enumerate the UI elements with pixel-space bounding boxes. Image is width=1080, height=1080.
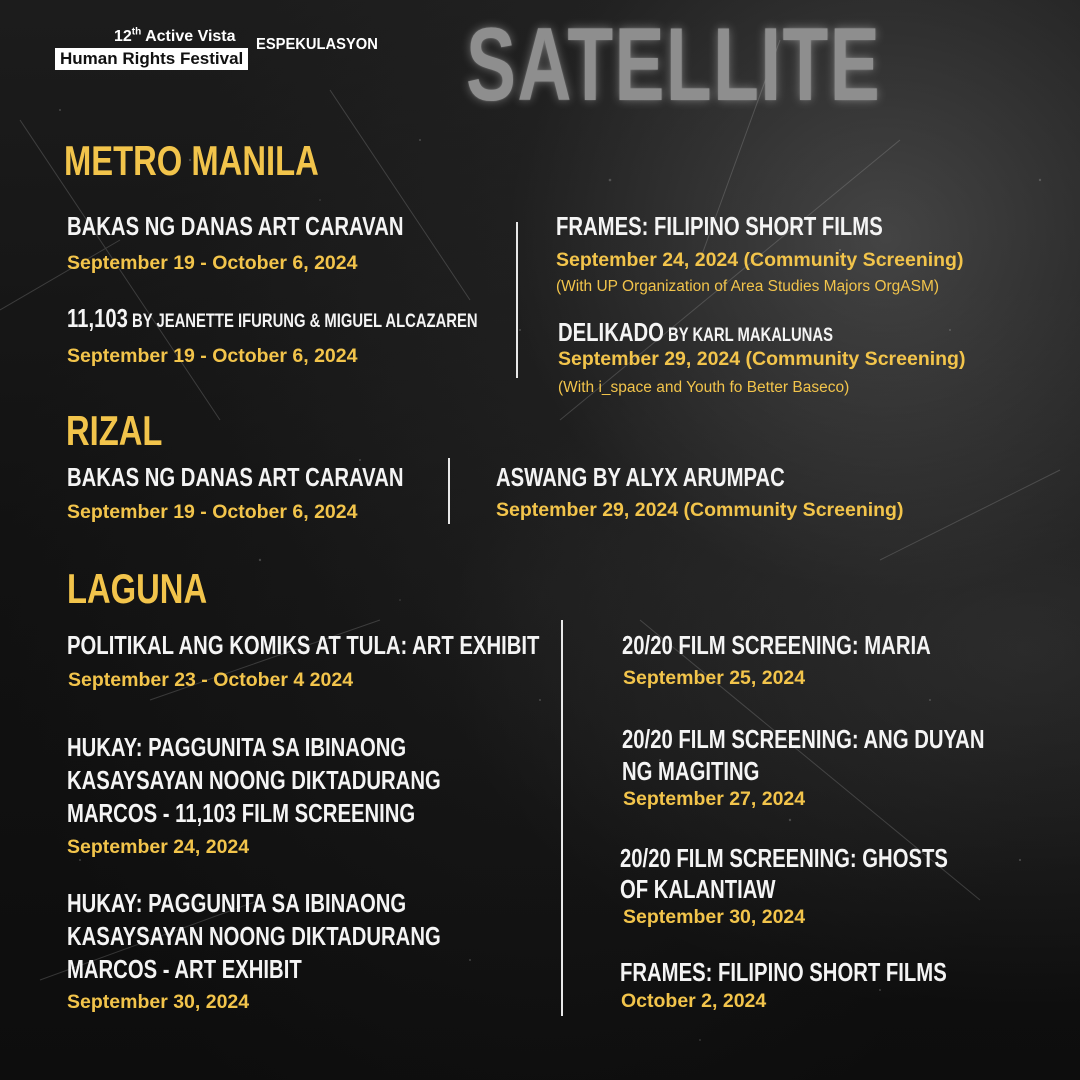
event-title-line: KASAYSAYAN NOONG DIKTADURANG (67, 765, 441, 795)
event-title-line: HUKAY: PAGGUNITA SA IBINAONG (67, 732, 407, 762)
event-date: September 19 - October 6, 2024 (67, 501, 358, 523)
event-note: (With UP Organization of Area Studies Majors OrgASM) (556, 278, 940, 295)
poster-title: SATELLITE (466, 7, 882, 123)
event-date: September 30, 2024 (623, 906, 806, 928)
section-title-rizal: RIZAL (66, 407, 163, 454)
event-title-line: KASAYSAYAN NOONG DIKTADURANG (67, 921, 441, 951)
event-date: September 23 - October 4 2024 (68, 669, 354, 691)
event-date: September 25, 2024 (623, 667, 806, 689)
event-title: POLITIKAL ANG KOMIKS AT TULA: ART EXHIBIT (67, 630, 540, 660)
event-title: ASWANG BY ALYX ARUMPAC (496, 462, 785, 492)
festival-logo-line2: Human Rights Festival (55, 48, 248, 70)
event-title-line: HUKAY: PAGGUNITA SA IBINAONG (67, 888, 407, 918)
event-date: September 29, 2024 (Community Screening) (558, 348, 966, 370)
event-title-line: 20/20 FILM SCREENING: ANG DUYAN (622, 724, 985, 754)
festival-edition-number: 12 (114, 28, 132, 45)
event-title-line: MARCOS - 11,103 FILM SCREENING (67, 798, 416, 828)
event-title: FRAMES: FILIPINO SHORT FILMS (556, 211, 883, 241)
festival-name-part: Active Vista (141, 28, 236, 45)
event-title-main: DELIKADO (558, 317, 664, 347)
festival-theme: ESPEKULASYON (256, 36, 378, 53)
event-date: September 19 - October 6, 2024 (67, 252, 358, 274)
festival-edition-suffix: th (131, 26, 142, 38)
festival-logo-line1 (108, 27, 242, 47)
event-note: (With i_space and Youth fo Better Baseco) (558, 379, 850, 396)
section-title-laguna: LAGUNA (67, 565, 208, 612)
column-divider (448, 458, 450, 524)
event-title: 20/20 FILM SCREENING: MARIA (622, 630, 931, 660)
event-title: FRAMES: FILIPINO SHORT FILMS (620, 957, 947, 987)
event-date: September 24, 2024 (Community Screening) (556, 249, 964, 271)
event-title (558, 318, 833, 347)
event-title-credit: BY JEANETTE IFURUNG & MIGUEL ALCAZAREN (127, 311, 478, 332)
event-date: September 30, 2024 (67, 991, 250, 1013)
event-title-line: MARCOS - ART EXHIBIT (67, 954, 302, 984)
event-date: September 24, 2024 (67, 836, 250, 858)
section-title-metro-manila: METRO MANILA (64, 137, 319, 184)
event-title (620, 843, 948, 905)
event-title (67, 731, 441, 830)
event-date: October 2, 2024 (621, 990, 767, 1012)
event-date: September 19 - October 6, 2024 (67, 345, 358, 367)
event-title (622, 723, 984, 787)
event-title-main: 11,103 (67, 303, 128, 333)
event-title: BAKAS NG DANAS ART CARAVAN (67, 462, 404, 492)
event-title-line: 20/20 FILM SCREENING: GHOSTS (620, 843, 948, 873)
event-title-line: NG MAGITING (622, 756, 760, 786)
event-date: September 27, 2024 (623, 788, 806, 810)
event-title-line: OF KALANTIAW (620, 874, 776, 904)
column-divider (516, 222, 518, 378)
event-title (67, 887, 441, 986)
event-title-credit: BY KARL MAKALUNAS (663, 325, 833, 346)
event-title: BAKAS NG DANAS ART CARAVAN (67, 211, 404, 241)
column-divider (561, 620, 563, 1016)
event-title (67, 304, 478, 333)
event-date: September 29, 2024 (Community Screening) (496, 499, 904, 521)
